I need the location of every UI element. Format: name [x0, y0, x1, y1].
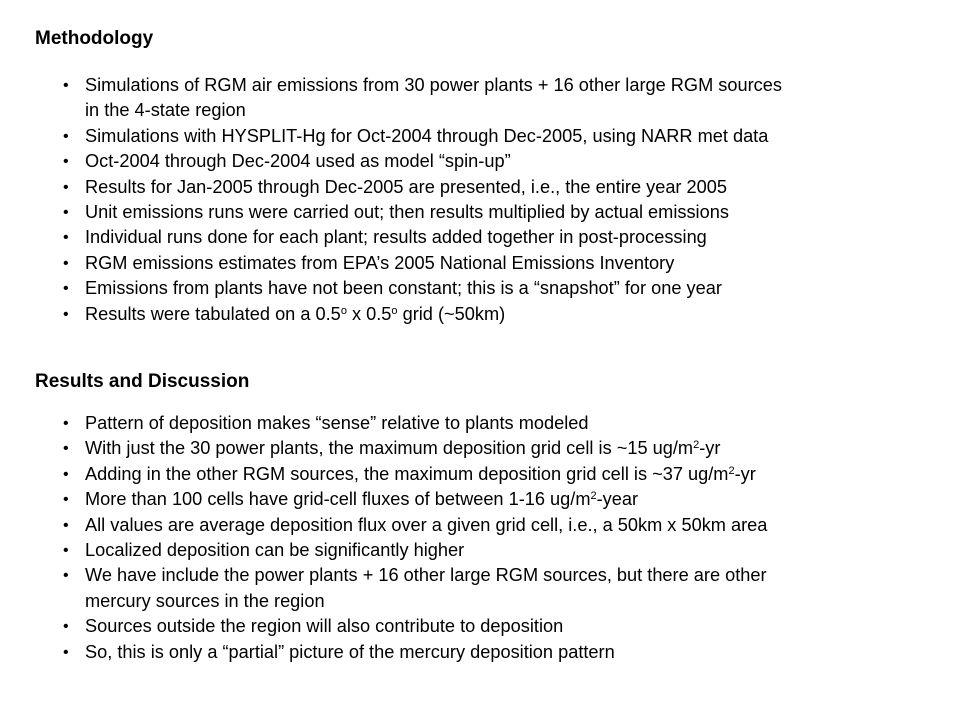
- list-item: • Sources outside the region will also contribute to deposition: [63, 614, 943, 639]
- text-run: Results were tabulated on a 0.5: [85, 303, 341, 324]
- list-item: [63, 462, 943, 487]
- text-run: x 0.5: [346, 303, 392, 324]
- methodology-list: [63, 73, 943, 327]
- degree-superscript: o: [340, 304, 347, 317]
- list-item-line: • Simulations of RGM air emissions from 30 power plants + 16 other large RGM sources: [85, 75, 782, 95]
- list-item: • All values are average deposition flux over a given grid cell, i.e., a 50km x 50km area: [63, 513, 943, 538]
- list-item-line: • We have include the power plants + 16 other large RGM sources, but there are other: [85, 565, 767, 586]
- list-item: [63, 436, 943, 461]
- exponent-superscript: 2: [590, 490, 597, 503]
- text-run: More than 100 cells have grid-cell fluxes of between 1-16 ug/m: [85, 489, 591, 510]
- exponent-superscript: 2: [728, 464, 735, 477]
- list-item: • Simulations with HYSPLIT-Hg for Oct-2004 through Dec-2005, using NARR met data: [63, 124, 943, 149]
- list-item: • Emissions from plants have not been constant; this is a “snapshot” for one year: [63, 276, 943, 301]
- text-run: Adding in the other RGM sources, the maximum deposition grid cell is ~37 ug/m: [85, 463, 729, 484]
- list-item: [63, 302, 943, 327]
- text-run: -year: [596, 489, 639, 510]
- text-run: -yr: [699, 438, 721, 459]
- list-item: [63, 563, 943, 614]
- list-item: • Unit emissions runs were carried out; then results multiplied by actual emissions: [63, 200, 943, 225]
- list-item: [63, 487, 943, 512]
- list-item-line: in the 4-state region: [85, 100, 246, 121]
- text-run: -yr: [734, 463, 756, 484]
- list-item: • RGM emissions estimates from EPA’s 2005 National Emissions Inventory: [63, 251, 943, 276]
- list-item: • So, this is only a “partial” picture of the mercury deposition pattern: [63, 640, 943, 665]
- list-item: • Oct-2004 through Dec-2004 used as model “spin-up”: [63, 149, 943, 174]
- results-heading: Results and Discussion: [35, 371, 250, 392]
- exponent-superscript: 2: [693, 439, 700, 452]
- list-item: • Localized deposition can be significantly higher: [63, 538, 943, 563]
- list-item: • Individual runs done for each plant; results added together in post-processing: [63, 225, 943, 250]
- text-run: grid (~50km): [397, 303, 506, 324]
- list-item-line: mercury sources in the region: [85, 590, 325, 611]
- list-item: [63, 73, 943, 124]
- list-item: • Results for Jan-2005 through Dec-2005 are presented, i.e., the entire year 2005: [63, 175, 943, 200]
- results-list: [63, 411, 943, 665]
- degree-superscript: o: [391, 304, 398, 317]
- list-item: • Pattern of deposition makes “sense” relative to plants modeled: [63, 411, 943, 436]
- methodology-heading: Methodology: [35, 28, 154, 49]
- text-run: With just the 30 power plants, the maximum deposition grid cell is ~15 ug/m: [85, 438, 694, 459]
